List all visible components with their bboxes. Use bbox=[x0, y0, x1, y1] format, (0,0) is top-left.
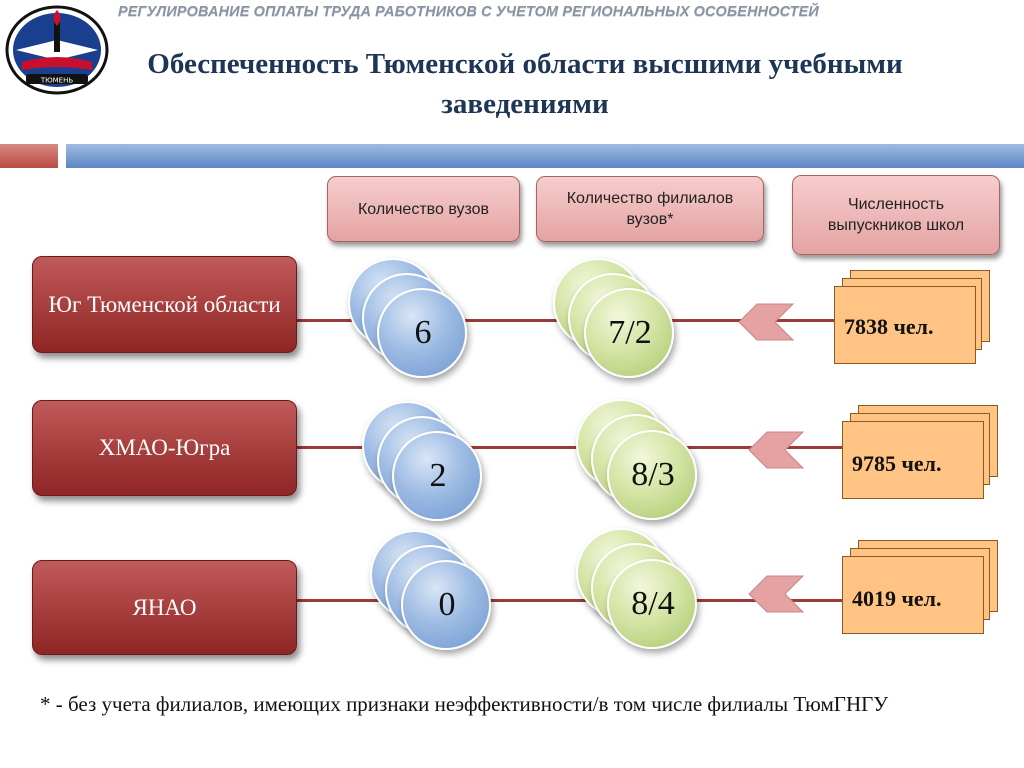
presentation-banner: РЕГУЛИРОВАНИЕ ОПЛАТЫ ТРУДА РАБОТНИКОВ С УЧЕТОМ РЕГИОНАЛЬНЫХ ОСОБЕННОСТЕЙ bbox=[118, 4, 819, 20]
graduates-count: 4019 чел. bbox=[852, 586, 942, 611]
organization-logo bbox=[4, 4, 110, 96]
left-chevron-icon bbox=[745, 430, 805, 470]
university-count: 0 bbox=[438, 586, 456, 623]
divider-blue bbox=[66, 144, 1024, 168]
column-header-universities: Количество вузов bbox=[327, 176, 520, 242]
branch-count: 8/3 bbox=[631, 456, 675, 493]
university-count: 2 bbox=[429, 457, 447, 494]
left-chevron-icon bbox=[745, 574, 805, 614]
region-box-khmao: ХМАО-Югра bbox=[32, 400, 297, 496]
divider-red bbox=[0, 144, 58, 168]
graduates-document-stack bbox=[826, 270, 996, 380]
graduates-document-stack bbox=[834, 405, 1004, 515]
graduates-count: 7838 чел. bbox=[844, 314, 934, 339]
branch-count: 7/2 bbox=[608, 314, 652, 351]
column-header-branches: Количество филиалов вузов* bbox=[536, 176, 764, 242]
logo-text: ТЮМЕНЬ bbox=[40, 76, 74, 85]
footnote: * - без учета филиалов, имеющих признаки неэффективности/в том числе филиалы ТюмГНГУ bbox=[40, 692, 889, 716]
page-title: Обеспеченность Тюменской области высшими учебными заведениями bbox=[147, 48, 903, 120]
region-box-yanao: ЯНАО bbox=[32, 560, 297, 655]
left-chevron-icon bbox=[735, 302, 795, 342]
university-count: 6 bbox=[414, 314, 432, 351]
graduates-count: 9785 чел. bbox=[852, 451, 942, 476]
column-header-graduates: Численность выпускников школ bbox=[792, 175, 1000, 255]
branch-count: 8/4 bbox=[631, 585, 675, 622]
graduates-document-stack bbox=[834, 540, 1004, 650]
region-box-south: Юг Тюменской области bbox=[32, 256, 297, 353]
